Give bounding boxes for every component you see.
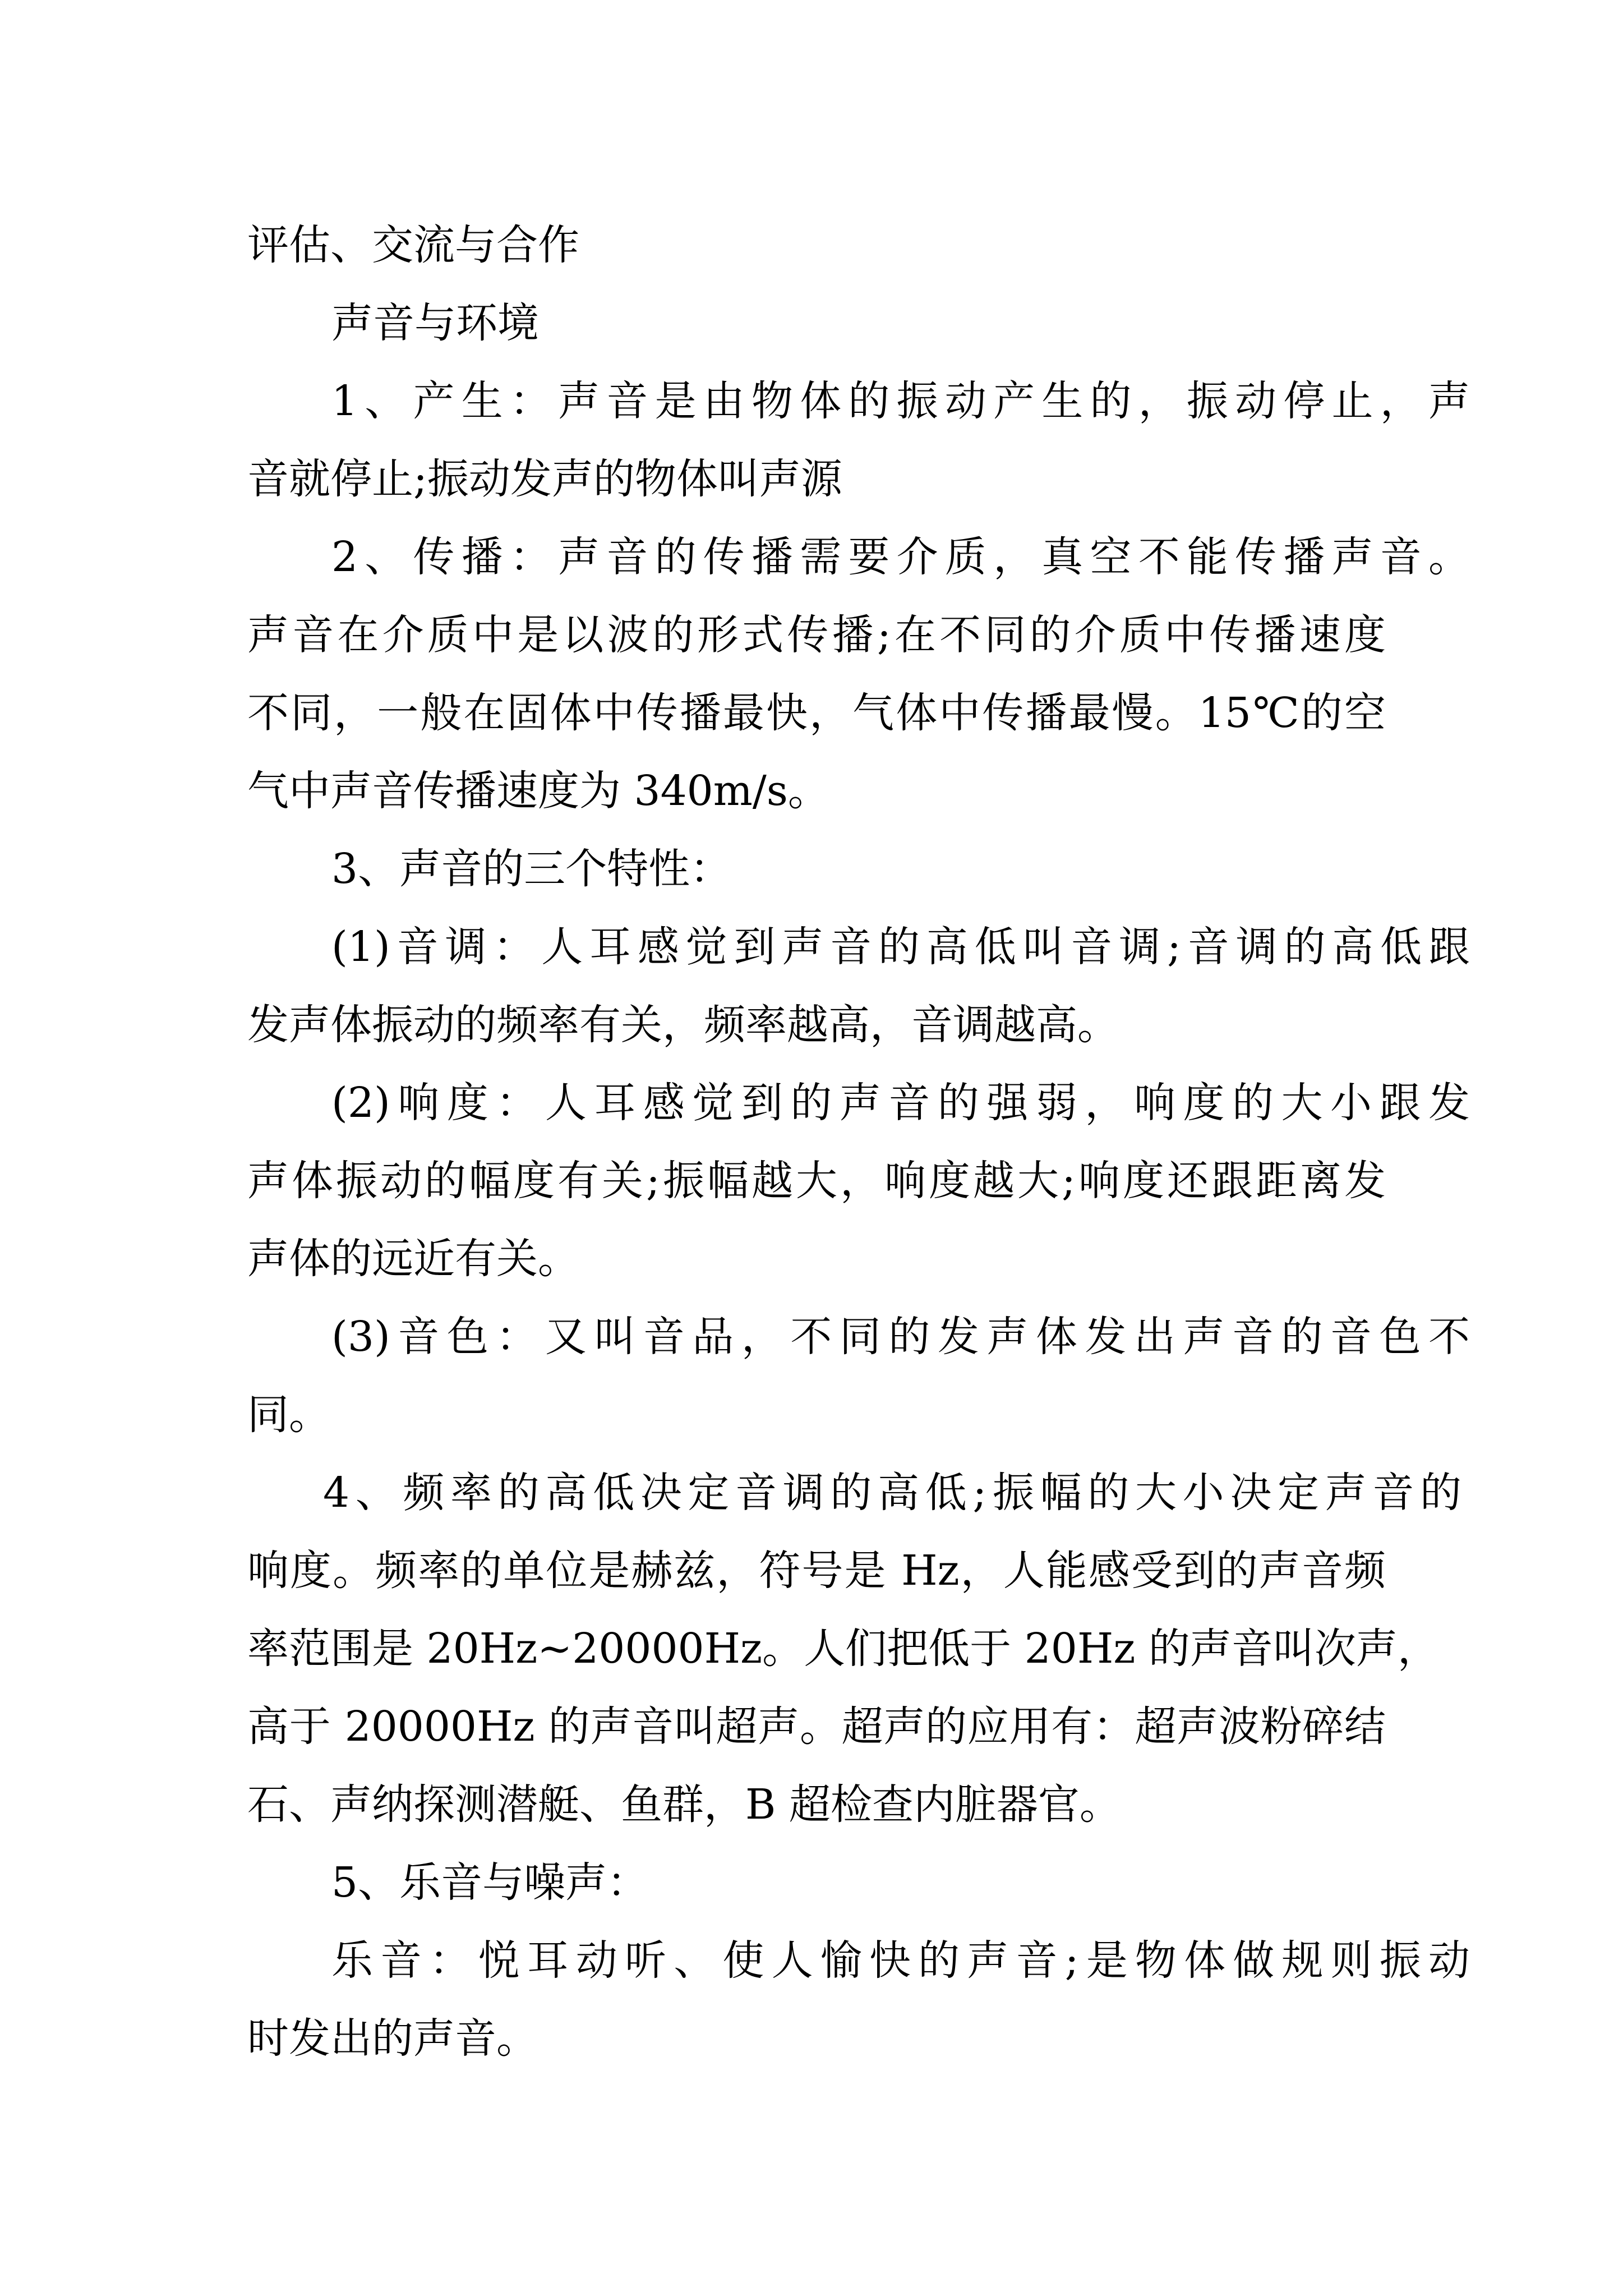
paragraph-line: 率范围是 20Hz~20000Hz。人们把低于 20Hz 的声音叫次声，	[247, 1625, 1439, 1673]
heading-line: 评估、交流与合作	[247, 221, 579, 269]
paragraph-line: 不同，一般在固体中传播最快，气体中传播最慢。15℃的空	[247, 689, 1386, 737]
paragraph-line: 气中声音传播速度为 340m/s。	[247, 767, 829, 815]
paragraph-line: 3、声音的三个特性：	[331, 845, 732, 893]
paragraph-line: 高于 20000Hz 的声音叫超声。超声的应用有：超声波粉碎结	[247, 1703, 1386, 1751]
paragraph-line: 音就停止;振动发声的物体叫声源	[247, 455, 842, 503]
paragraph-line: 响度。频率的单位是赫兹，符号是 Hz，人能感受到的声音频	[247, 1547, 1386, 1595]
paragraph-line: 发声体振动的频率有关，频率越高，音调越高。	[247, 1001, 1119, 1049]
paragraph-line: 石、声纳探测潜艇、鱼群，B 超检查内脏器官。	[247, 1780, 1121, 1829]
paragraph-line: (1)音调：人耳感觉到声音的高低叫音调;音调的高低跟	[331, 923, 1470, 971]
paragraph-line: 声音在介质中是以波的形式传播;在不同的介质中传播速度	[247, 611, 1386, 659]
section-title: 声音与环境	[331, 299, 539, 347]
paragraph-line: 同。	[247, 1391, 330, 1439]
paragraph-line: 声体振动的幅度有关;振幅越大，响度越大;响度还跟距离发	[247, 1157, 1386, 1205]
paragraph-line: 1、产生：声音是由物体的振动产生的，振动停止，声	[331, 377, 1470, 425]
paragraph-line: (2)响度：人耳感觉到的声音的强弱，响度的大小跟发	[331, 1079, 1470, 1127]
paragraph-line: (3)音色：又叫音品，不同的发声体发出声音的音色不	[331, 1313, 1470, 1361]
paragraph-line: 4、频率的高低决定音调的高低;振幅的大小决定声音的	[323, 1469, 1461, 1517]
paragraph-line: 2、传播：声音的传播需要介质，真空不能传播声音。	[331, 533, 1470, 581]
paragraph-line: 声体的远近有关。	[247, 1235, 579, 1283]
paragraph-line: 时发出的声音。	[247, 2014, 538, 2063]
document-body	[247, 206, 1470, 2078]
paragraph-line: 乐音：悦耳动听、使人愉快的声音;是物体做规则振动	[331, 1936, 1470, 1985]
paragraph-line: 5、乐音与噪声：	[331, 1858, 649, 1907]
